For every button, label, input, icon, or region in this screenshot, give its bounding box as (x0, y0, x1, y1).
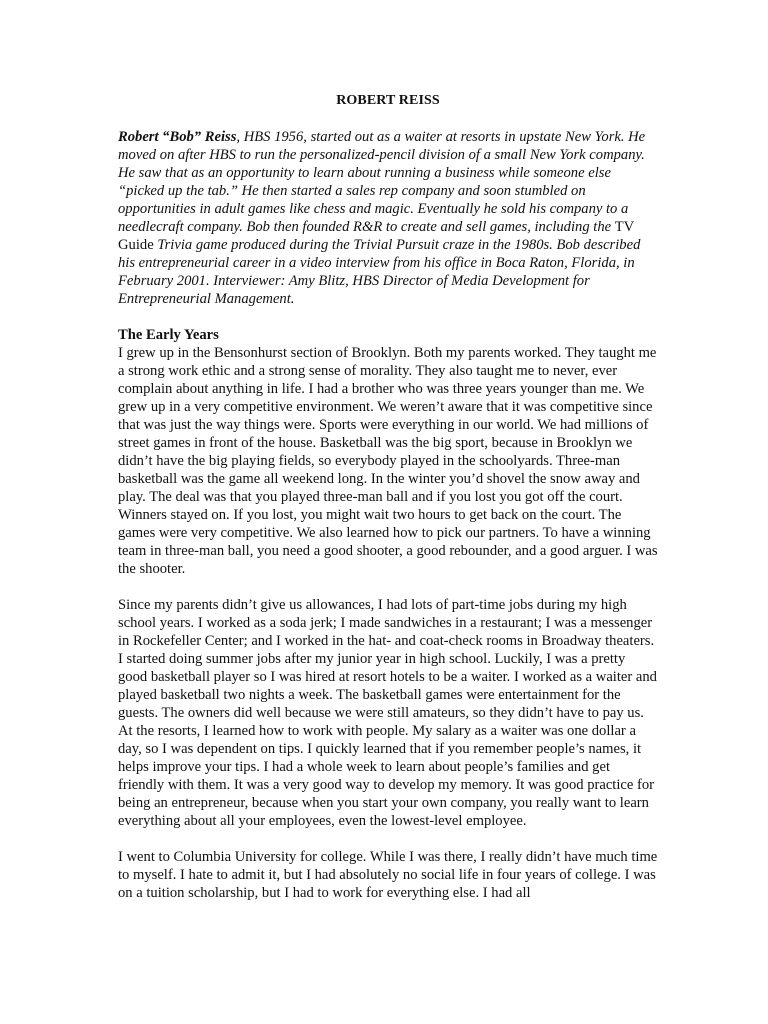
intro-text-part2: Trivia game produced during the Trivial Pursuit craze in the 1980s. Bob described his entrepreneurial career in a video interview from his office in Boca Raton, Florida, in February 2001. Interviewer: Amy Blitz, HBS Director of Media Development for Entrepreneurial Management. (118, 237, 641, 307)
document-title: ROBERT REISS (336, 93, 440, 108)
intro-tv-guide: TV Guide (118, 219, 634, 253)
intro-paragraph (118, 128, 658, 308)
section-heading: The Early Years (118, 327, 219, 343)
body-paragraph-3: I went to Columbia University for college. While I was there, I really didn’t have much time to myself. I hate to admit it, but I had absolutely no social life in four years of college. I was on a tuition scholarship, but I had to work for everything else. I had all (118, 849, 658, 901)
document-page (118, 92, 658, 920)
body-paragraph-2: Since my parents didn’t give us allowances, I had lots of part-time jobs during my high school years. I worked as a soda jerk; I made sandwiches in a restaurant; I was a messenger in Rockefeller Center; and I worked in the hat- and coat-check rooms in Broadway theaters. I started doing summer jobs after my junior year in high school. Luckily, I was a pretty good basketball player so I was hired at resort hotels to be a waiter. I worked as a waiter and played basketball two nights a week. The basketball games were entertainment for the guests. The owners did well because we were still amateurs, so they didn’t have to pay us. At the resorts, I learned how to work with people. My salary as a waiter was one dollar a day, so I was dependent on tips. I quickly learned that if you remember people’s names, it helps improve your tips. I had a whole week to learn about people’s families and get friendly with them. It was a very good way to develop my memory. It was good practice for being an entrepreneur, because when you start your own company, you really want to learn everything about all your employees, even the lowest-level employee. (118, 597, 657, 829)
body-paragraph-1: I grew up in the Bensonhurst section of Brooklyn. Both my parents worked. They taught me a strong work ethic and a strong sense of morality. They also taught me to never, ever complain about anything in life. I had a brother who was three years younger than me. We grew up in a very competitive environment. We weren’t aware that it was competitive since that was just the way things were. Sports were everything in our world. We had millions of street games in front of the house. Basketball was the big sport, because in Brooklyn we didn’t have the big playing fields, so everybody played in the schoolyards. Three-man basketball was the game all weekend long. In the winter you’d shovel the snow away and play. The deal was that you played three-man ball and if you lost you got off the court. Winners stayed on. If you lost, you might wait two hours to get back on the court. The games were very competitive. We also learned how to pick our partners. To have a winning team in three-man ball, you need a good shooter, a good rebounder, and a good arguer. I was the shooter. (118, 345, 658, 577)
intro-name: Robert “Bob” Reiss (118, 129, 237, 145)
intro-text-part1: , HBS 1956, started out as a waiter at resorts in upstate New York. He moved on after HBS to run the personalized-pencil division of a small New York company. He saw that as an opportunity to learn about running a business while someone else “picked up the tab.” He then started a sales rep company and soon stumbled on opportunities in adult games like chess and magic. Eventually he sold his company to a needlecraft company. Bob then founded R&R to create and sell games, including the (118, 129, 646, 235)
